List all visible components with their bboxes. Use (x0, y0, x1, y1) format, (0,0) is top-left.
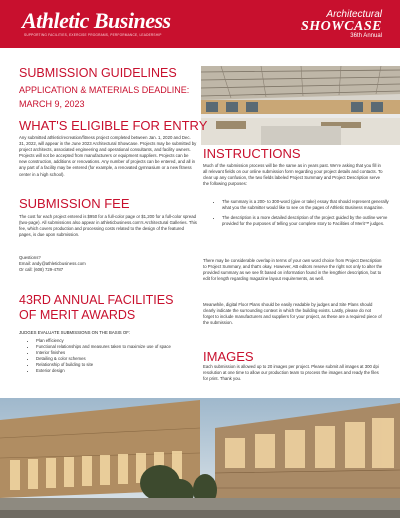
instructions-paragraph-2: There may be considerable overlap in terms of your own word choice from Project Description to Project Summary, and that's okay. However, AB editors reserve the right not only to alter the provided summary as we see fit based on information found in the lengthier description, but to edit for length regarding magazine layout requirements, as well. (203, 258, 383, 282)
instruction-bullet: • The summary is a 200- to 300-word (give or take) essay that should represent generally what you the submitter would like to see on the pages of Athletic Business magazine. (222, 199, 390, 211)
interior-photo (201, 66, 400, 145)
showcase-line3: 36th Annual (350, 33, 382, 39)
building-exterior-photo (0, 398, 400, 518)
fee-heading: SUBMISSION FEE (19, 196, 130, 211)
deadline-label: APPLICATION & MATERIALS DEADLINE: (19, 85, 190, 95)
criteria-list (26, 338, 206, 375)
instructions-heading: INSTRUCTIONS (203, 146, 301, 161)
showcase-line1: Architectural (326, 9, 382, 20)
criteria-item: • Functional relationships and measures taken to maximize use of space (36, 344, 206, 350)
architectural-showcase-logo (301, 10, 382, 40)
criteria-item: • Plan efficiency (36, 338, 206, 344)
submission-guidelines-title: SUBMISSION GUIDELINES (19, 66, 177, 80)
instructions-intro: Much of the submission process will be the same as in years past. We're asking that you fill in all relevant fields on our online submission form regarding your project details and contacts. To clear up any confusion, the two fields labeled Project Summary and Project Description serve the following purposes: (203, 163, 383, 187)
awards-heading-line2: OF MERIT AWARDS (19, 308, 136, 322)
criteria-item: • Relationship of building to site (36, 362, 206, 368)
interior-photo-image (201, 66, 400, 145)
contact-email[interactable]: Email: andy@athleticbusiness.com (19, 261, 86, 266)
questions-label: Questions? (19, 255, 41, 260)
criteria-item: • Exterior design (36, 368, 206, 374)
deadline-date: MARCH 9, 2023 (19, 99, 85, 109)
header-banner (0, 0, 400, 48)
instructions-bullets (212, 199, 390, 227)
criteria-item: • Interior finishes (36, 350, 206, 356)
eligible-text: Any submitted athletic/recreation/fitness project completed between Jan. 1, 2020 and Dec. 31, 2022, will appear in the June 2023 Architectural Showcase. Projects may be submitted by project architects, associated engineering and operational consultants, and facility owners. Projects will not be accepted from manufacturers or equipment suppliers. Projects can be new construction, additions or renovations. Any number of projects can be entered, and all in any part of a facility may be entered (for example, a renovated gymnasium or a new fitness center in a high school). (19, 135, 197, 177)
eligible-heading: WHAT'S ELIGIBLE FOR ENTRY (19, 118, 208, 133)
building-exterior-image (0, 398, 400, 518)
awards-heading-line1: 43RD ANNUAL FACILITIES (19, 293, 174, 307)
criteria-item: • Detailing & color schemes (36, 356, 206, 362)
images-text: Each submission is allowed up to 20 images per project. Please submit all images at 300 dpi resolution at one time to allow our production team to process the images and ready the files for print. Thank you. (203, 364, 379, 382)
showcase-line2: SHOWCASE (300, 19, 382, 34)
logo-tagline: SUPPORTING FACILITIES, EXERCISE PROGRAMS, PERFORMANCE, LEADERSHIP (24, 33, 162, 37)
athletic-business-logo: Athletic Business (22, 8, 171, 33)
judges-heading: JUDGES EVALUATE SUBMISSIONS ON THE BASIS OF: (19, 330, 131, 335)
contact-phone: Or call: (608) 729-4787 (19, 267, 64, 272)
instructions-paragraph-3: Meanwhile, digital Floor Plans should be easily readable by judges and Site Plans should clearly indicate the surrounding context in which the building exists. Lastly, please do not forget to include manufacturers and suppliers for your project, as these are a required piece of the submission. (203, 302, 382, 326)
fee-text: The cost for each project entered is $950 for a full-color page or $1,200 for a full-color spread (two-page). All submissions also appear in athleticbusiness.com's Architectural Galleries. This fee, which covers production and processing costs related to the design of the featured pages, is due upon submission. (19, 214, 197, 238)
instruction-bullet: • The description is a more detailed description of the project guided by the outline we've provided for the purposes of telling your complete story to Facilities of Merit™ judges. (222, 215, 390, 227)
images-heading: IMAGES (203, 349, 254, 364)
